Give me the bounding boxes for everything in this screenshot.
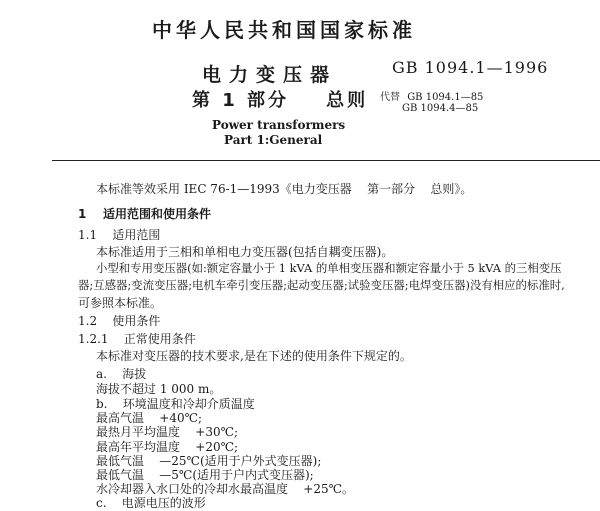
item-a-altitude: a. 海拔 <box>96 367 147 381</box>
title-cn-main: 电力变压器 <box>202 64 338 86</box>
small-transformers-line-2: 器;互感器;变流变压器;电机车牵引变压器;起动变压器;试验变压器;电焊变压器)没有相应的标准时, <box>78 278 565 292</box>
temp-max-yearly: 最高年平均温度 +20℃; <box>96 439 239 454</box>
section-1-2-heading: 1.2 使用条件 <box>78 314 161 328</box>
scope-paragraph: 本标准适用于三相和单相电力变压器(包括自耦变压器)。 <box>96 245 394 259</box>
temp-hottest-month: 最热月平均温度 +30℃; <box>96 425 239 440</box>
temp-water-inlet: 水冷却器入水口处的冷却水最高温度 +25℃。 <box>96 482 355 497</box>
small-transformers-line-1: 小型和专用变压器(如:额定容量小于 1 kVA 的单相变压器和额定容量小于 5 kVA 的三相变压 <box>96 261 562 275</box>
section-1-2-1-heading: 1.2.1 正常使用条件 <box>78 332 196 346</box>
small-transformers-line-3: 可参照本标准。 <box>78 296 163 310</box>
title-en-main: Power transformers <box>212 118 346 132</box>
title-cn-part: 第 1 部分 总则 <box>192 90 369 111</box>
section-1-1-heading: 1.1 适用范围 <box>78 228 161 242</box>
national-standard-heading: 中华人民共和国国家标准 <box>152 18 416 42</box>
replaces-block <box>380 88 483 103</box>
header-divider <box>52 160 600 161</box>
temp-max-air: 最高气温 +40℃; <box>96 411 203 426</box>
conditions-paragraph: 本标准对变压器的技术要求,是在下述的使用条件下规定的。 <box>96 349 412 363</box>
item-c-voltage-waveform: c. 电源电压的波形 <box>96 496 206 511</box>
standard-code: GB 1094.1—1996 <box>392 58 549 77</box>
altitude-value: 海拔不超过 1 000 m。 <box>96 382 222 396</box>
section-1-heading: 1 适用范围和使用条件 <box>78 207 212 221</box>
temp-min-outdoor: 最低气温 —25℃(适用于户外式变压器); <box>96 453 322 468</box>
intro-paragraph: 本标准等效采用 IEC 76-1—1993《电力变压器 第一部分 总则》。 <box>96 182 473 196</box>
replaces-item-1: GB 1094.1—85 <box>407 92 484 103</box>
item-b-temperature: b. 环境温度和冷却介质温度 <box>96 397 255 411</box>
replaces-label: 代替 <box>380 92 400 103</box>
replaces-item-2: GB 1094.4—85 <box>402 103 479 114</box>
temp-min-indoor: 最低气温 —5℃(适用于户内式变压器); <box>96 468 314 482</box>
title-en-part: Part 1:General <box>224 133 323 147</box>
